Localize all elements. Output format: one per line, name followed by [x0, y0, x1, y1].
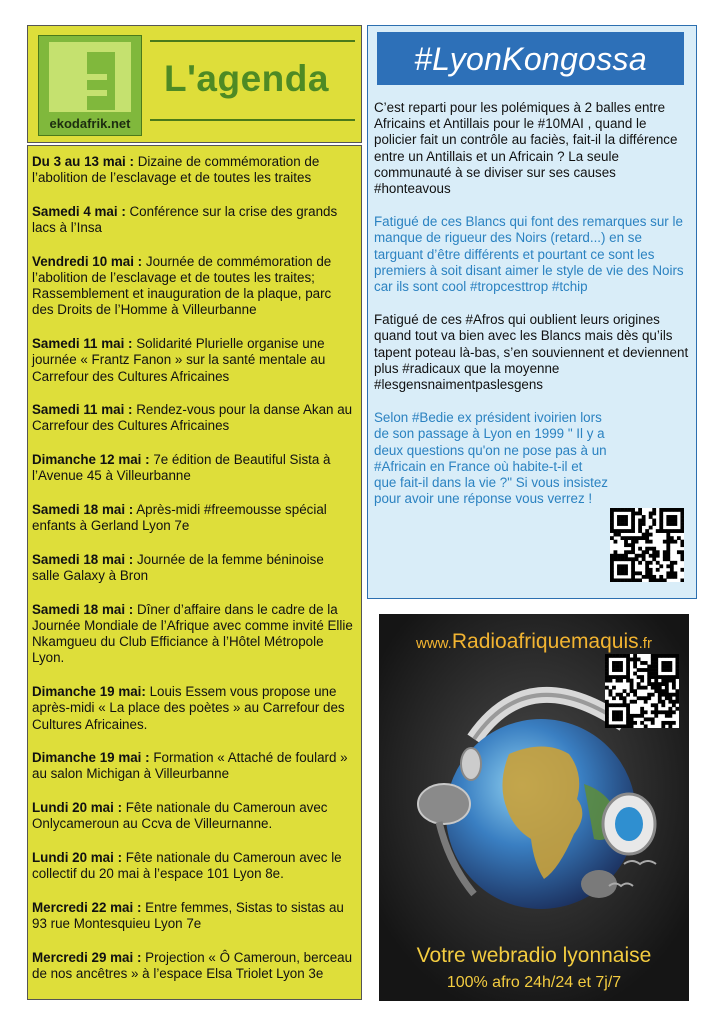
- event-date: Samedi 4 mai :: [32, 203, 126, 219]
- qr-code-icon[interactable]: [610, 508, 684, 582]
- event-description: Fête nationale du Cameroun avec Onlycameroun au Ccva de Villeurnanne.: [32, 800, 328, 832]
- event-description: 7e édition de Beautiful Sista à l’Avenue 45 à Villeurbanne: [32, 452, 331, 484]
- agenda-event: [32, 684, 355, 733]
- event-date: Mercredi 29 mai :: [32, 949, 142, 965]
- event-description: Journée de la femme béninoise salle Galaxy à Bron: [32, 551, 324, 584]
- event-description: Conférence sur la crise des grands lacs à l’Insa: [32, 203, 338, 236]
- agenda-event: [32, 900, 355, 932]
- event-date: Samedi 11 mai :: [32, 402, 133, 418]
- event-date: Samedi 18 mai :: [32, 551, 134, 567]
- event-description: Fête nationale du Cameroun avec le collectif du 20 mai à l’espace 101 Lyon 8e.: [32, 850, 342, 882]
- kongossa-paragraph-3: Fatigué de ces #Afros qui oublient leurs origines quand tout va bien avec les Blancs mais dès qu’ils tapent poteau là-bas, s’en souviennent et deviennent plus #radicaux que la moyenne #lesgensnaimentpaslesgens: [374, 312, 689, 393]
- kongossa-paragraph-1: C’est reparti pour les polémiques à 2 balles entre Africains et Antillais pour le #10MAI , quand le policier fait un contrôle au faciès, fait-il la différence entre un Antillais et un Africain ? La seule communauté à se diviser sur ses causes #honteavous: [374, 100, 678, 197]
- radio-tagline-schedule: 100% afro 24h/24 et 7j/7: [446, 974, 622, 991]
- event-date: Dimanche 19 mai :: [32, 750, 150, 766]
- agenda-event: [32, 552, 355, 584]
- agenda-event: [32, 452, 355, 484]
- radio-tagline: Votre webradio lyonnaise: [416, 944, 652, 967]
- radio-url-name: Radioafriquemaquis: [451, 630, 639, 653]
- agenda-event: [32, 402, 355, 434]
- event-date: Samedi 18 mai :: [32, 502, 134, 518]
- radio-url-prefix: www.: [416, 635, 452, 652]
- agenda-header: [27, 25, 362, 143]
- agenda-event: [32, 850, 355, 882]
- agenda-event: [32, 602, 355, 667]
- event-description: Journée de commémoration de l’abolition de l’esclavage et de toutes les traites; Rassemblement et inauguration de la plaque, parc des Droits de l’Homme à Villeurbanne: [32, 253, 332, 318]
- agenda-list: [27, 145, 362, 1000]
- radio-url[interactable]: [379, 630, 689, 654]
- kongossa-panel: [367, 25, 697, 599]
- agenda-event: [32, 254, 355, 319]
- kongossa-paragraph-2: Fatigué de ces Blancs qui font des remarques sur le manque de rigueur des Noirs (retard...) en se targuant d’être différents et pourtant ce sont les premiers à soit disant aimer le style de vie des Noirs car ils sont cool #tropcesttrop #tchip: [374, 214, 684, 295]
- radio-advert[interactable]: [379, 614, 689, 1001]
- header-divider-bottom: [150, 119, 355, 121]
- event-description: Louis Essem vous propose une après-midi « La place des poètes » au Carrefour des Cultures Africaines.: [32, 684, 345, 732]
- kongossa-title-bar: [377, 32, 684, 85]
- event-date: Dimanche 19 mai:: [32, 684, 146, 700]
- radio-qr-code-icon[interactable]: [605, 654, 679, 728]
- event-description: Dizaine de commémoration de l’abolition de l’esclavage et de toutes les traites: [32, 154, 320, 186]
- agenda-event: [32, 336, 355, 385]
- logo-e-icon: [49, 42, 131, 112]
- event-description: Dîner d’affaire dans le cadre de la Journée Mondiale de l’Afrique avec comme invité Ellie Nkamgueu du Club Efficiance à l’Hôtel Métropole Lyon.: [32, 601, 353, 666]
- kongossa-title: #LyonKongossa: [414, 41, 647, 77]
- header-divider-top: [150, 40, 355, 42]
- ekodafrik-logo: [38, 35, 142, 136]
- agenda-event: [32, 154, 355, 186]
- event-date: Dimanche 12 mai :: [32, 452, 150, 468]
- event-date: Lundi 20 mai :: [32, 800, 123, 816]
- agenda-title: L'agenda: [164, 58, 329, 99]
- event-description: Formation « Attaché de foulard » au salon Michigan à Villeurbanne: [32, 750, 348, 782]
- kongossa-paragraph-4: Selon #Bedie ex président ivoirien lors de son passage à Lyon en 1999 " Il y a deux questions qu'on ne pose pas à un #Africain en France où habite-t-il et que fait-il dans la vie ?" Si vous insistez pour avoir une réponse vous verrez !: [374, 410, 608, 507]
- event-date: Samedi 11 mai :: [32, 336, 133, 352]
- radio-url-suffix: .fr: [638, 635, 652, 652]
- event-description: Projection « Ô Cameroun, berceau de nos ancêtres » à l’espace Elsa Triolet Lyon 3e: [32, 949, 353, 982]
- event-description: Solidarité Plurielle organise une journée « Frantz Fanon » sur la santé mentale au Carrefour des Cultures Africaines: [32, 336, 326, 384]
- event-description: Entre femmes, Sistas to sistas au 93 rue Montesquieu Lyon 7e: [32, 900, 344, 932]
- event-date: Samedi 18 mai :: [32, 601, 134, 617]
- event-date: Mercredi 22 mai :: [32, 900, 142, 915]
- event-description: Rendez-vous pour la danse Akan au Carrefour des Cultures Africaines: [32, 402, 353, 434]
- event-date: Vendredi 10 mai :: [32, 253, 143, 269]
- logo-text: ekodafrik.net: [49, 116, 131, 131]
- agenda-event: [32, 204, 355, 236]
- agenda-event: [32, 750, 355, 782]
- agenda-event: [32, 502, 355, 534]
- event-date: Du 3 au 13 mai :: [32, 154, 134, 169]
- event-date: Lundi 20 mai :: [32, 850, 123, 866]
- event-description: Après-midi #freemousse spécial enfants à Gerland Lyon 7e: [32, 502, 327, 534]
- agenda-event: [32, 950, 355, 982]
- agenda-event: [32, 800, 355, 832]
- kongossa-body: [374, 100, 692, 524]
